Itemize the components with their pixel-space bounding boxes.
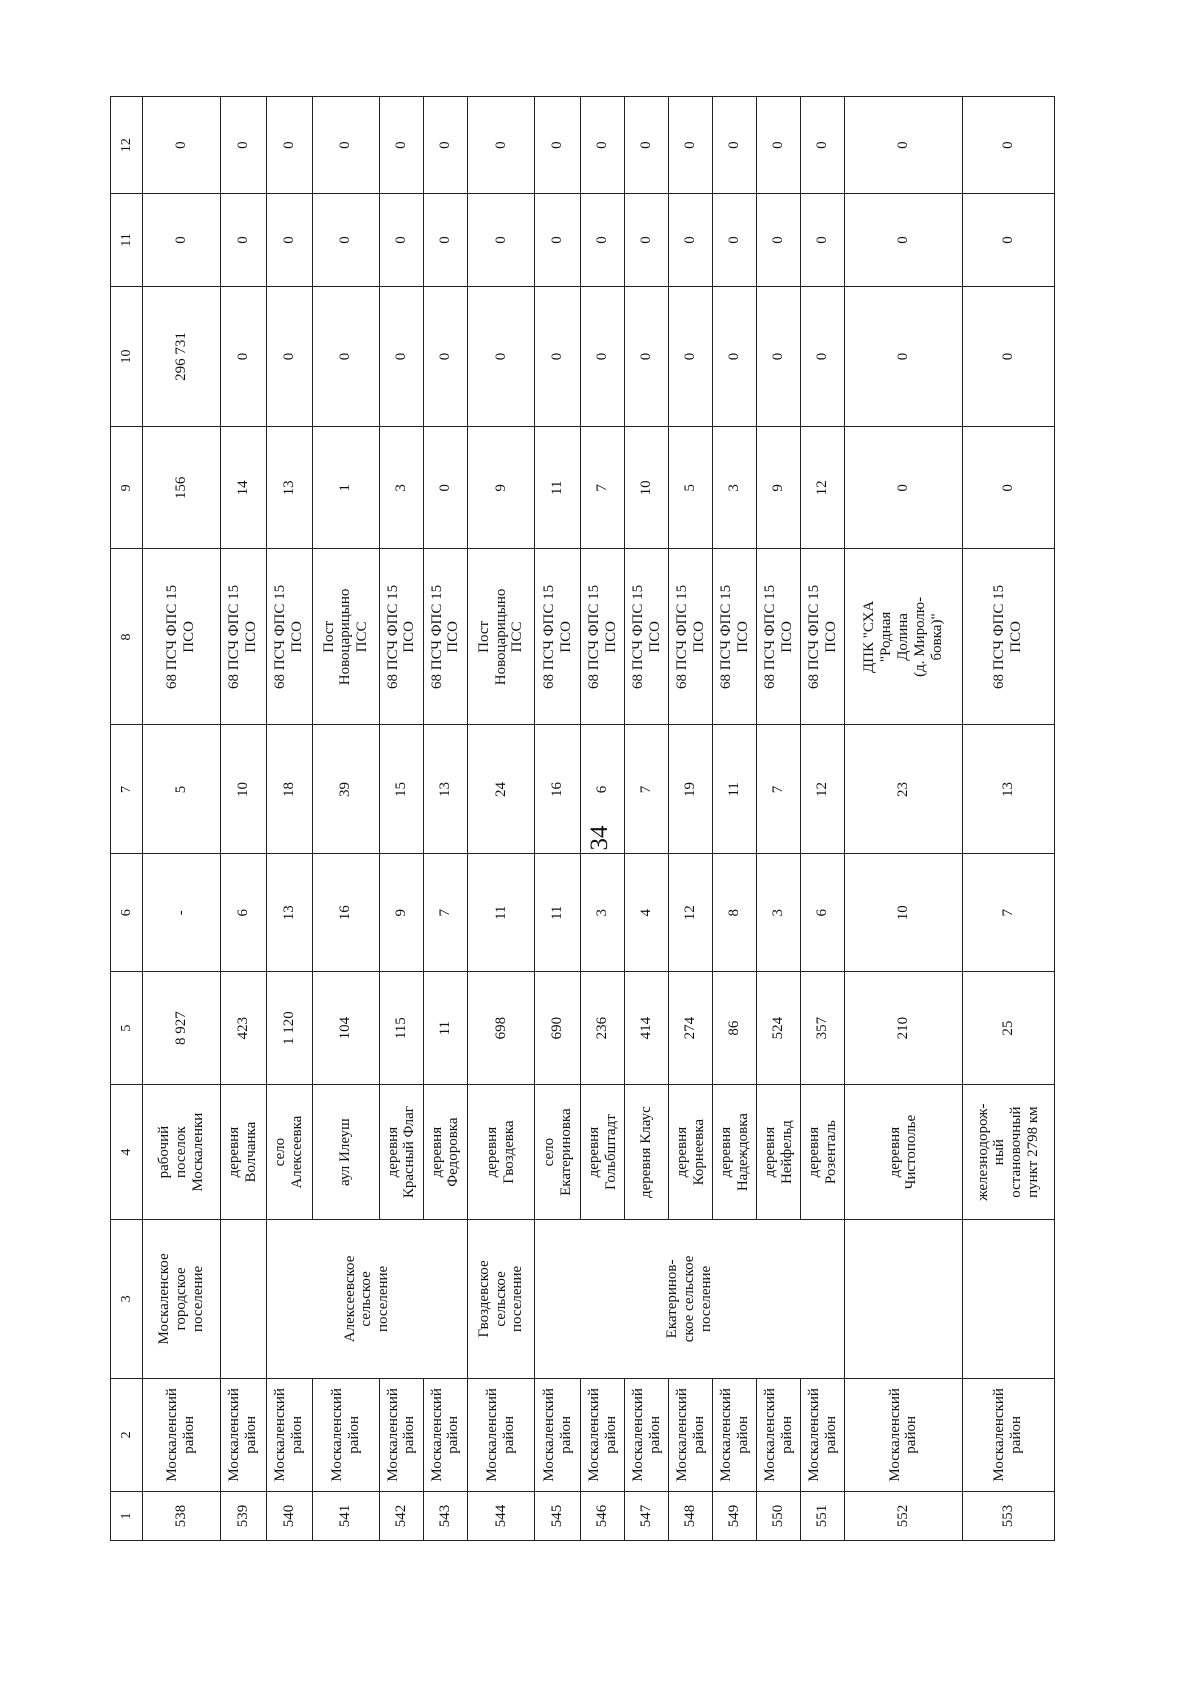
value-cell: 23 [845, 725, 962, 854]
settlement-cell [220, 1220, 266, 1379]
value-cell: 0 [534, 194, 580, 287]
value-cell: 6 [801, 854, 845, 972]
value-cell: 156 [143, 427, 221, 549]
value-cell: 13 [423, 725, 467, 854]
settlement-cell: Алексеевское сельское поселение [266, 1220, 467, 1379]
table-row [534, 97, 580, 1541]
value-cell: 236 [581, 972, 625, 1085]
value-cell: 9 [467, 427, 534, 549]
locality-cell: деревня Корнеевка [669, 1085, 713, 1220]
value-cell: 4 [625, 854, 669, 972]
value-cell: 11 [713, 725, 757, 854]
value-cell: 7 [625, 725, 669, 854]
value-cell: 0 [625, 194, 669, 287]
locality-cell: рабочий поселок Москаленки [143, 1085, 221, 1220]
value-cell: 9 [757, 427, 801, 549]
district-cell: Москаленский район [379, 1378, 423, 1491]
locality-cell: деревня Красный Флаг [379, 1085, 423, 1220]
row-number-cell: 540 [266, 1491, 312, 1540]
locality-cell: село Екатериновка [534, 1085, 580, 1220]
value-cell: 16 [534, 725, 580, 854]
value-cell: 11 [467, 854, 534, 972]
value-cell: 15 [379, 725, 423, 854]
value-cell: 0 [845, 286, 962, 427]
value-cell: 423 [220, 972, 266, 1085]
value-cell: 0 [312, 194, 379, 287]
value-cell: 3 [713, 427, 757, 549]
column-header: 12 [111, 97, 143, 194]
value-cell: 0 [220, 194, 266, 287]
locality-cell: железнодорож- ный остановочный пункт 2798 км [962, 1085, 1054, 1220]
value-cell: 5 [669, 427, 713, 549]
value-cell: 0 [467, 97, 534, 194]
value-cell: 0 [581, 194, 625, 287]
locality-cell: село Алексеевка [266, 1085, 312, 1220]
row-number-cell: 553 [962, 1491, 1054, 1540]
fire-coverage-table [110, 96, 1055, 1541]
locality-cell: деревня Клаус [625, 1085, 669, 1220]
district-cell: Москаленский район [534, 1378, 580, 1491]
row-number-cell: 544 [467, 1491, 534, 1540]
value-cell: 0 [581, 97, 625, 194]
value-cell: 0 [801, 97, 845, 194]
value-cell: 24 [467, 725, 534, 854]
value-cell: 14 [220, 427, 266, 549]
column-header: 10 [111, 286, 143, 427]
value-cell: 0 [757, 97, 801, 194]
value-cell: 104 [312, 972, 379, 1085]
value-cell: 0 [266, 286, 312, 427]
table-frame [110, 96, 1055, 1541]
district-cell: Москаленский район [423, 1378, 467, 1491]
unit-cell: Пост Новоцарицыно ПСС [312, 549, 379, 725]
row-number-cell: 547 [625, 1491, 669, 1540]
column-header: 1 [111, 1491, 143, 1540]
value-cell: 3 [581, 854, 625, 972]
unit-cell: 68 ПСЧ ФПС 15 ПСО [423, 549, 467, 725]
value-cell: 0 [962, 286, 1054, 427]
unit-cell: 68 ПСЧ ФПС 15 ПСО [220, 549, 266, 725]
row-number-cell: 549 [713, 1491, 757, 1540]
page-number: 34 [586, 825, 613, 851]
value-cell: 0 [423, 97, 467, 194]
value-cell: 0 [423, 427, 467, 549]
value-cell: 115 [379, 972, 423, 1085]
value-cell: 3 [379, 427, 423, 549]
value-cell: 0 [713, 194, 757, 287]
value-cell: 25 [962, 972, 1054, 1085]
locality-cell: деревня Розенталь [801, 1085, 845, 1220]
rotated-table-wrapper [110, 96, 1055, 1541]
unit-cell: 68 ПСЧ ФПС 15 ПСО [801, 549, 845, 725]
value-cell: 0 [467, 194, 534, 287]
locality-cell: деревня Федоровка [423, 1085, 467, 1220]
value-cell: 0 [962, 194, 1054, 287]
value-cell: 0 [757, 286, 801, 427]
row-number-cell: 548 [669, 1491, 713, 1540]
locality-cell: аул Илеуш [312, 1085, 379, 1220]
value-cell: 12 [669, 854, 713, 972]
value-cell: 16 [312, 854, 379, 972]
column-header: 3 [111, 1220, 143, 1379]
row-number-cell: 550 [757, 1491, 801, 1540]
district-cell: Москаленский район [757, 1378, 801, 1491]
value-cell: 0 [757, 194, 801, 287]
value-cell: - [143, 854, 221, 972]
value-cell: 19 [669, 725, 713, 854]
value-cell: 13 [962, 725, 1054, 854]
district-cell: Москаленский район [467, 1378, 534, 1491]
value-cell: 210 [845, 972, 962, 1085]
value-cell: 0 [845, 97, 962, 194]
value-cell: 0 [312, 286, 379, 427]
value-cell: 357 [801, 972, 845, 1085]
value-cell: 524 [757, 972, 801, 1085]
value-cell: 0 [845, 194, 962, 287]
value-cell: 0 [220, 286, 266, 427]
district-cell: Москаленский район [962, 1378, 1054, 1491]
value-cell: 18 [266, 725, 312, 854]
value-cell: 5 [143, 725, 221, 854]
value-cell: 7 [581, 427, 625, 549]
row-number-cell: 543 [423, 1491, 467, 1540]
settlement-cell [845, 1220, 962, 1379]
value-cell: 0 [423, 286, 467, 427]
unit-cell: 68 ПСЧ ФПС 15 ПСО [669, 549, 713, 725]
value-cell: 0 [669, 194, 713, 287]
unit-cell: 68 ПСЧ ФПС 15 ПСО [143, 549, 221, 725]
locality-cell: деревня Гольбштадт [581, 1085, 625, 1220]
table-row [845, 97, 962, 1541]
value-cell: 6 [220, 854, 266, 972]
value-cell: 0 [625, 286, 669, 427]
value-cell: 0 [220, 97, 266, 194]
value-cell: 10 [220, 725, 266, 854]
header-row [111, 97, 143, 1541]
row-number-cell: 538 [143, 1491, 221, 1540]
unit-cell: 68 ПСЧ ФПС 15 ПСО [581, 549, 625, 725]
unit-cell: Пост Новоцарицыно ПСС [467, 549, 534, 725]
row-number-cell: 542 [379, 1491, 423, 1540]
row-number-cell: 552 [845, 1491, 962, 1540]
row-number-cell: 546 [581, 1491, 625, 1540]
district-cell: Москаленский район [312, 1378, 379, 1491]
value-cell: 698 [467, 972, 534, 1085]
district-cell: Москаленский район [845, 1378, 962, 1491]
value-cell: 0 [713, 286, 757, 427]
district-cell: Москаленский район [581, 1378, 625, 1491]
value-cell: 12 [801, 427, 845, 549]
unit-cell: ДПК "СХА "Родная Долина (д. Миролю- бовка)" [845, 549, 962, 725]
settlement-cell: Москаленское городское поселение [143, 1220, 221, 1379]
table-row [220, 97, 266, 1541]
district-cell: Москаленский район [713, 1378, 757, 1491]
value-cell: 10 [845, 854, 962, 972]
settlement-cell: Гвоздевское сельское поселение [467, 1220, 534, 1379]
value-cell: 10 [625, 427, 669, 549]
row-number-cell: 545 [534, 1491, 580, 1540]
value-cell: 0 [669, 97, 713, 194]
settlement-cell [962, 1220, 1054, 1379]
district-cell: Москаленский район [801, 1378, 845, 1491]
district-cell: Москаленский район [143, 1378, 221, 1491]
column-header: 8 [111, 549, 143, 725]
unit-cell: 68 ПСЧ ФПС 15 ПСО [713, 549, 757, 725]
value-cell: 12 [801, 725, 845, 854]
unit-cell: 68 ПСЧ ФПС 15 ПСО [757, 549, 801, 725]
value-cell: 86 [713, 972, 757, 1085]
district-cell: Москаленский район [669, 1378, 713, 1491]
locality-cell: деревня Гвоздевка [467, 1085, 534, 1220]
value-cell: 0 [534, 286, 580, 427]
value-cell: 7 [423, 854, 467, 972]
value-cell: 296 731 [143, 286, 221, 427]
value-cell: 13 [266, 427, 312, 549]
unit-cell: 68 ПСЧ ФПС 15 ПСО [266, 549, 312, 725]
unit-cell: 68 ПСЧ ФПС 15 ПСО [625, 549, 669, 725]
value-cell: 8 [713, 854, 757, 972]
value-cell: 0 [143, 97, 221, 194]
column-header: 6 [111, 854, 143, 972]
value-cell: 8 927 [143, 972, 221, 1085]
table-row [266, 97, 312, 1541]
value-cell: 0 [801, 194, 845, 287]
locality-cell: деревня Волчанка [220, 1085, 266, 1220]
value-cell: 11 [534, 854, 580, 972]
column-header: 11 [111, 194, 143, 287]
column-header: 5 [111, 972, 143, 1085]
value-cell: 0 [266, 97, 312, 194]
value-cell: 0 [379, 97, 423, 194]
unit-cell: 68 ПСЧ ФПС 15 ПСО [379, 549, 423, 725]
value-cell: 0 [423, 194, 467, 287]
value-cell: 0 [379, 286, 423, 427]
table-row [467, 97, 534, 1541]
value-cell: 0 [467, 286, 534, 427]
value-cell: 274 [669, 972, 713, 1085]
value-cell: 414 [625, 972, 669, 1085]
row-number-cell: 541 [312, 1491, 379, 1540]
settlement-cell: Екатеринов- ское сельское поселение [534, 1220, 844, 1379]
unit-cell: 68 ПСЧ ФПС 15 ПСО [962, 549, 1054, 725]
district-cell: Москаленский район [220, 1378, 266, 1491]
value-cell: 0 [801, 286, 845, 427]
value-cell: 0 [534, 97, 580, 194]
table-row [143, 97, 221, 1541]
row-number-cell: 551 [801, 1491, 845, 1540]
locality-cell: деревня Надеждовка [713, 1085, 757, 1220]
value-cell: 0 [581, 286, 625, 427]
district-cell: Москаленский район [266, 1378, 312, 1491]
value-cell: 0 [312, 97, 379, 194]
value-cell: 9 [379, 854, 423, 972]
value-cell: 0 [669, 286, 713, 427]
table-row [962, 97, 1054, 1541]
value-cell: 6 [581, 725, 625, 854]
value-cell: 11 [534, 427, 580, 549]
value-cell: 0 [962, 427, 1054, 549]
value-cell: 0 [713, 97, 757, 194]
locality-cell: деревня Нейфельд [757, 1085, 801, 1220]
district-cell: Москаленский район [625, 1378, 669, 1491]
value-cell: 0 [962, 97, 1054, 194]
row-number-cell: 539 [220, 1491, 266, 1540]
column-header: 4 [111, 1085, 143, 1220]
column-header: 7 [111, 725, 143, 854]
value-cell: 0 [143, 194, 221, 287]
column-header: 2 [111, 1378, 143, 1491]
value-cell: 690 [534, 972, 580, 1085]
unit-cell: 68 ПСЧ ФПС 15 ПСО [534, 549, 580, 725]
value-cell: 13 [266, 854, 312, 972]
value-cell: 0 [845, 427, 962, 549]
value-cell: 3 [757, 854, 801, 972]
value-cell: 1 [312, 427, 379, 549]
value-cell: 0 [625, 97, 669, 194]
value-cell: 1 120 [266, 972, 312, 1085]
value-cell: 39 [312, 725, 379, 854]
value-cell: 0 [379, 194, 423, 287]
value-cell: 0 [266, 194, 312, 287]
column-header: 9 [111, 427, 143, 549]
value-cell: 7 [962, 854, 1054, 972]
value-cell: 7 [757, 725, 801, 854]
locality-cell: деревня Чистополье [845, 1085, 962, 1220]
value-cell: 11 [423, 972, 467, 1085]
